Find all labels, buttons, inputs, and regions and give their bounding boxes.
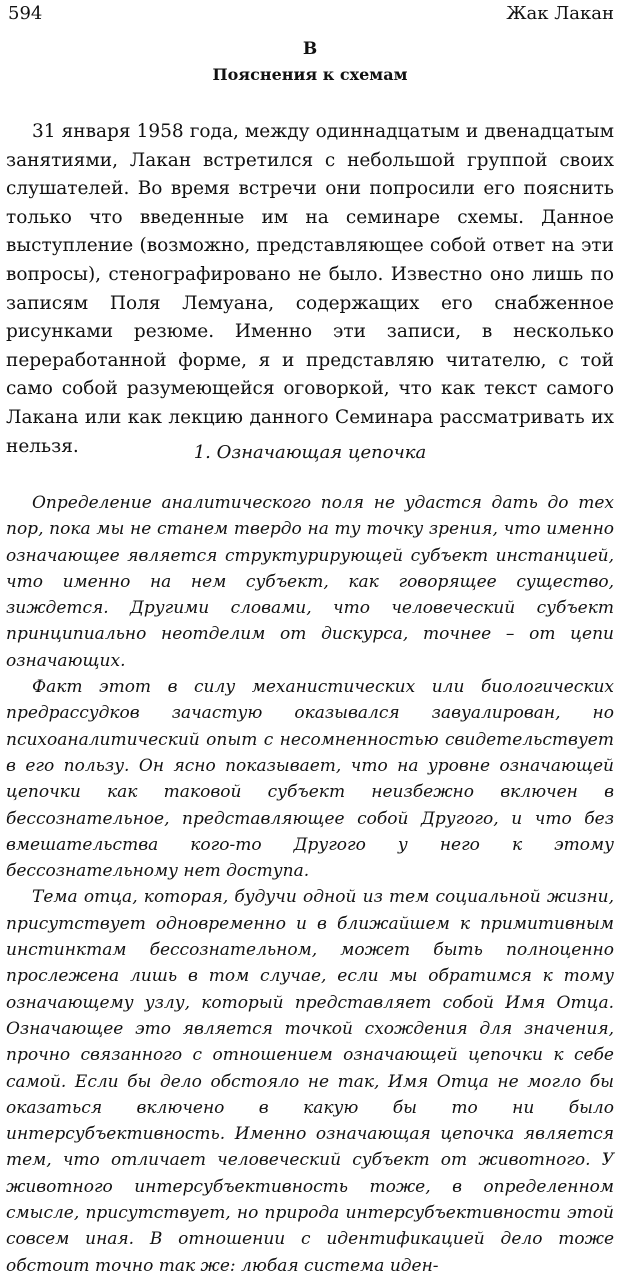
section-body: [6, 490, 614, 1279]
body-paragraph: Тема отца, которая, будучи одной из тем социальной жизни, присутствует одновременно и в ближайшем к примитивным инстинктам бессознательном, может быть полноценно прослежена лишь в том случае, если мы обратимся к тому означающему узлу, который представляет собой Имя Отца. Означающее это является точкой схождения для значения, прочно связанного с отношением означающей цепочки к себе самой. Если бы дело обстояло не так, Имя Отца не могло бы оказаться включено в какую бы то ни было интерсубъективность. Именно означающая цепочка является тем, что отличает человеческий субъект от животного. У животного интерсубъективность тоже, в определенном смысле, присутствует, но природа интерсубъективности этой совсем иная. В отношении с идентификацией дело тоже обстоит точно так же: любая система иден-: [6, 887, 614, 1276]
body-paragraph: Факт этот в силу механистических или биологических предрассудков зачастую оказывался завуалирован, но психоаналитический опыт с несомненностью свидетельствует в его пользу. Он ясно показывает, что на уровне означающей цепочки как таковой субъект неизбежно включен в бессознательное, представляющее собой Другого, и что без вмешательства кого-то Другого у него к этому бессознательному нет доступа.: [6, 677, 614, 882]
section-title: 1. Означающая цепочка: [193, 442, 427, 463]
running-title: Жак Лакан: [506, 3, 614, 24]
appendix-title: Пояснения к схемам: [212, 65, 408, 84]
page-number: 594: [8, 3, 43, 24]
body-paragraph: Определение аналитического поля не удастся дать до тех пор, пока мы не станем твердо на ту точку зрения, что именно означающее является структурирующей субъект инстанцией, что именно на нем субъект, как говорящее существо, зиждется. Другими словами, что человеческий субъект принципиально неотделим от дискурса, точнее – от цепи означающих.: [6, 493, 614, 671]
appendix-letter: В: [302, 39, 318, 59]
running-header: [0, 2, 620, 26]
intro-paragraph: 31 января 1958 года, между одиннадцатым и двенадцатым занятиями, Лакан встретился с небольшой группой своих слушателей. Во время встречи они попросили его пояснить только что введенные им на семинаре схемы. Данное выступление (возможно, представляющее собой ответ на эти вопросы), стенографировано не было. Известно оно лишь по записям Поля Лемуана, содержащих его снабженное рисунками резюме. Именно эти записи, в несколько переработанной форме, я и представляю читателю, с той само собой разумеющейся оговоркой, что как текст самого Лакана или как лекцию данного Семинара рассматривать их нельзя.: [6, 121, 614, 457]
